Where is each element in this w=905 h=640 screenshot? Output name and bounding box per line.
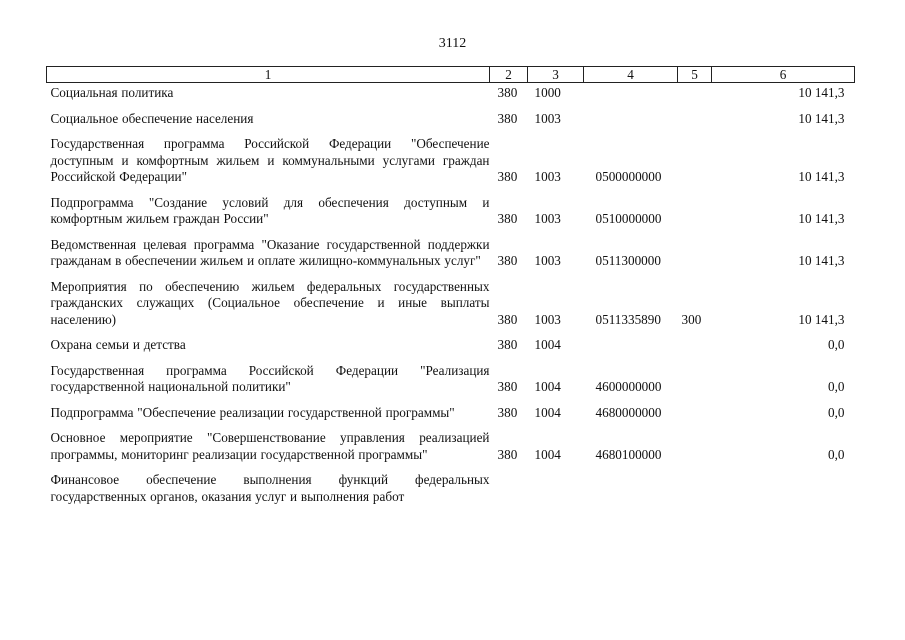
row-expense-type bbox=[678, 472, 712, 505]
table-header bbox=[47, 67, 855, 83]
row-expense-type bbox=[678, 136, 712, 195]
row-name: Основное мероприятие "Совершенствование управления реализацией программы, мониторинг реализации государственной программы" bbox=[50, 430, 490, 462]
row-amount: 10 141,3 bbox=[798, 169, 845, 184]
row-name: Государственная программа Российской Федерации "Обеспечение доступным и комфортным жильем и коммунальными услугами граждан Российской Федерации" bbox=[50, 136, 490, 184]
table-row bbox=[47, 83, 855, 111]
row-amount: 10 141,3 bbox=[798, 211, 845, 226]
row-name: Государственная программа Российской Федерации "Реализация государственной национальной политики" bbox=[50, 362, 490, 394]
row-ministry-code: 380 bbox=[497, 169, 518, 184]
row-expense-type bbox=[678, 405, 712, 431]
row-name: Подпрограмма "Обеспечение реализации государственной программы" bbox=[50, 404, 455, 420]
row-ministry-code bbox=[490, 472, 528, 505]
row-amount: 10 141,3 bbox=[798, 85, 845, 100]
table-row bbox=[47, 363, 855, 405]
row-target-code: 0511335890 bbox=[595, 311, 661, 327]
row-amount: 10 141,3 bbox=[798, 253, 845, 268]
row-expense-type bbox=[678, 83, 712, 111]
row-section-code: 1004 bbox=[534, 446, 561, 462]
row-ministry-code: 380 bbox=[497, 85, 518, 100]
table-row bbox=[47, 337, 855, 363]
row-ministry-code: 380 bbox=[497, 379, 518, 394]
header-col-2: 2 bbox=[490, 67, 528, 83]
row-ministry-code: 380 bbox=[497, 446, 518, 462]
table-body bbox=[47, 83, 855, 506]
table-row bbox=[47, 430, 855, 472]
row-section-code: 1004 bbox=[534, 379, 561, 394]
row-section-code: 1004 bbox=[534, 404, 561, 420]
table-row bbox=[47, 405, 855, 431]
row-target-code bbox=[584, 472, 678, 505]
header-col-5: 5 bbox=[678, 67, 712, 83]
row-amount: 0,0 bbox=[828, 446, 845, 462]
row-section-code: 1003 bbox=[534, 211, 561, 226]
table-row bbox=[47, 195, 855, 237]
row-target-code: 4680100000 bbox=[595, 446, 662, 462]
row-target-code bbox=[584, 337, 678, 363]
row-amount: 10 141,3 bbox=[798, 311, 845, 327]
row-name: Ведомственная целевая программа "Оказание государственной поддержки гражданам в обеспечении жильем и оплате жилищно-коммунальных услуг" bbox=[50, 236, 490, 268]
row-target-code: 0511300000 bbox=[595, 253, 661, 268]
row-name: Финансовое обеспечение выполнения функций федеральных государственных органов, оказания услуг и выполнения работ bbox=[50, 472, 490, 504]
header-row bbox=[47, 67, 855, 83]
row-ministry-code: 380 bbox=[497, 337, 518, 352]
row-amount: 0,0 bbox=[828, 404, 845, 420]
table-row bbox=[47, 111, 855, 137]
row-expense-type bbox=[678, 195, 712, 237]
row-ministry-code: 380 bbox=[497, 211, 518, 226]
row-section-code: 1003 bbox=[534, 110, 561, 126]
row-expense-type bbox=[678, 111, 712, 137]
row-name: Социальная политика bbox=[50, 85, 174, 100]
table-row-partial bbox=[47, 472, 855, 505]
row-section-code: 1003 bbox=[534, 253, 561, 268]
row-ministry-code: 380 bbox=[497, 311, 518, 327]
row-expense-type bbox=[678, 363, 712, 405]
row-name: Мероприятия по обеспечению жильем федеральных государственных гражданских служащих (Социальное обеспечение и иные выплаты населению) bbox=[50, 278, 490, 327]
budget-table bbox=[46, 66, 855, 505]
row-target-code: 0500000000 bbox=[595, 169, 662, 184]
row-expense-type bbox=[678, 430, 712, 472]
table-row bbox=[47, 279, 855, 338]
row-ministry-code: 380 bbox=[497, 110, 518, 126]
table-row bbox=[47, 136, 855, 195]
row-name: Подпрограмма "Создание условий для обеспечения доступным и комфортным жильем граждан России" bbox=[50, 194, 490, 226]
row-expense-type bbox=[678, 337, 712, 363]
row-expense-type bbox=[678, 237, 712, 279]
row-target-code: 0510000000 bbox=[595, 211, 662, 226]
header-col-3: 3 bbox=[528, 67, 584, 83]
row-name: Социальное обеспечение населения bbox=[50, 110, 254, 126]
row-section-code: 1004 bbox=[534, 337, 561, 352]
page-number: 3112 bbox=[438, 36, 467, 51]
row-amount: 10 141,3 bbox=[798, 110, 845, 126]
table-row bbox=[47, 237, 855, 279]
row-amount: 0,0 bbox=[828, 337, 845, 352]
header-col-6: 6 bbox=[712, 67, 855, 83]
row-ministry-code: 380 bbox=[497, 404, 518, 420]
row-section-code: 1000 bbox=[534, 85, 561, 100]
row-section-code: 1003 bbox=[534, 169, 561, 184]
row-name: Охрана семьи и детства bbox=[50, 337, 186, 352]
row-amount bbox=[712, 472, 855, 505]
row-section-code bbox=[528, 472, 584, 505]
row-ministry-code: 380 bbox=[497, 253, 518, 268]
row-target-code: 4680000000 bbox=[595, 404, 662, 420]
row-target-code bbox=[584, 111, 678, 137]
row-section-code: 1003 bbox=[534, 311, 561, 327]
row-target-code: 4600000000 bbox=[595, 379, 662, 394]
header-col-1: 1 bbox=[47, 67, 490, 83]
row-amount: 0,0 bbox=[828, 379, 845, 394]
row-target-code bbox=[584, 83, 678, 111]
header-col-4: 4 bbox=[584, 67, 678, 83]
row-expense-type: 300 bbox=[681, 311, 702, 327]
